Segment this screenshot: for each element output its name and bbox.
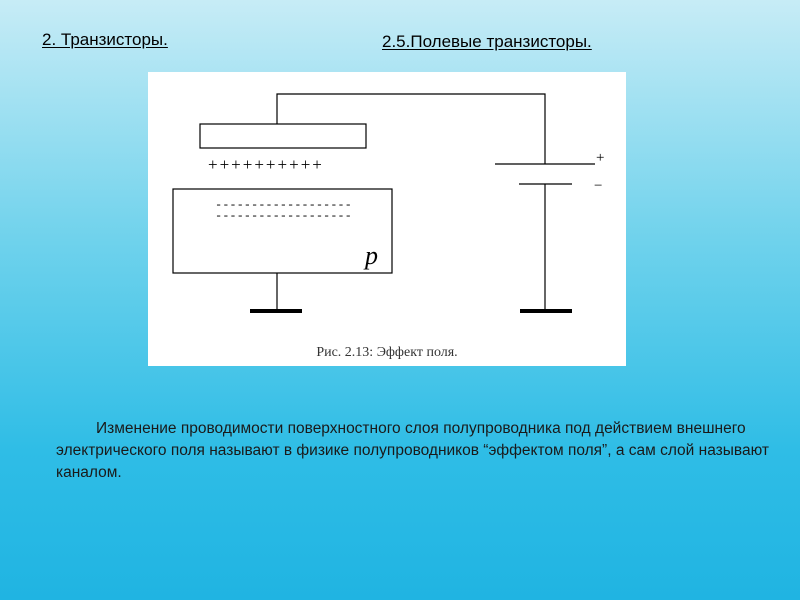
subsection-title: 2.5.Полевые транзисторы. (382, 32, 592, 51)
negative-charges-row-2: ------------------- (215, 209, 352, 223)
gate-electrode (200, 124, 366, 148)
gate-wire (277, 94, 545, 164)
p-type-label: p (365, 241, 378, 270)
negative-charges-row-1: ------------------- (215, 198, 352, 212)
positive-charges: ++++++++++ (208, 155, 324, 174)
figure-caption: Рис. 2.13: Эффект поля. (316, 345, 458, 360)
body-paragraph: Изменение проводимости поверхностного слоя полупроводника под действием внешнего электрического поля называют в физике полупроводников “эффектом поля”, а сам слой называют каналом. (56, 420, 769, 481)
battery-plus-sign: + (596, 150, 605, 166)
section-title: 2. Транзисторы. (42, 30, 168, 49)
battery-minus-sign: − (594, 178, 603, 194)
figure-panel (148, 72, 626, 366)
field-effect-diagram (148, 72, 626, 366)
